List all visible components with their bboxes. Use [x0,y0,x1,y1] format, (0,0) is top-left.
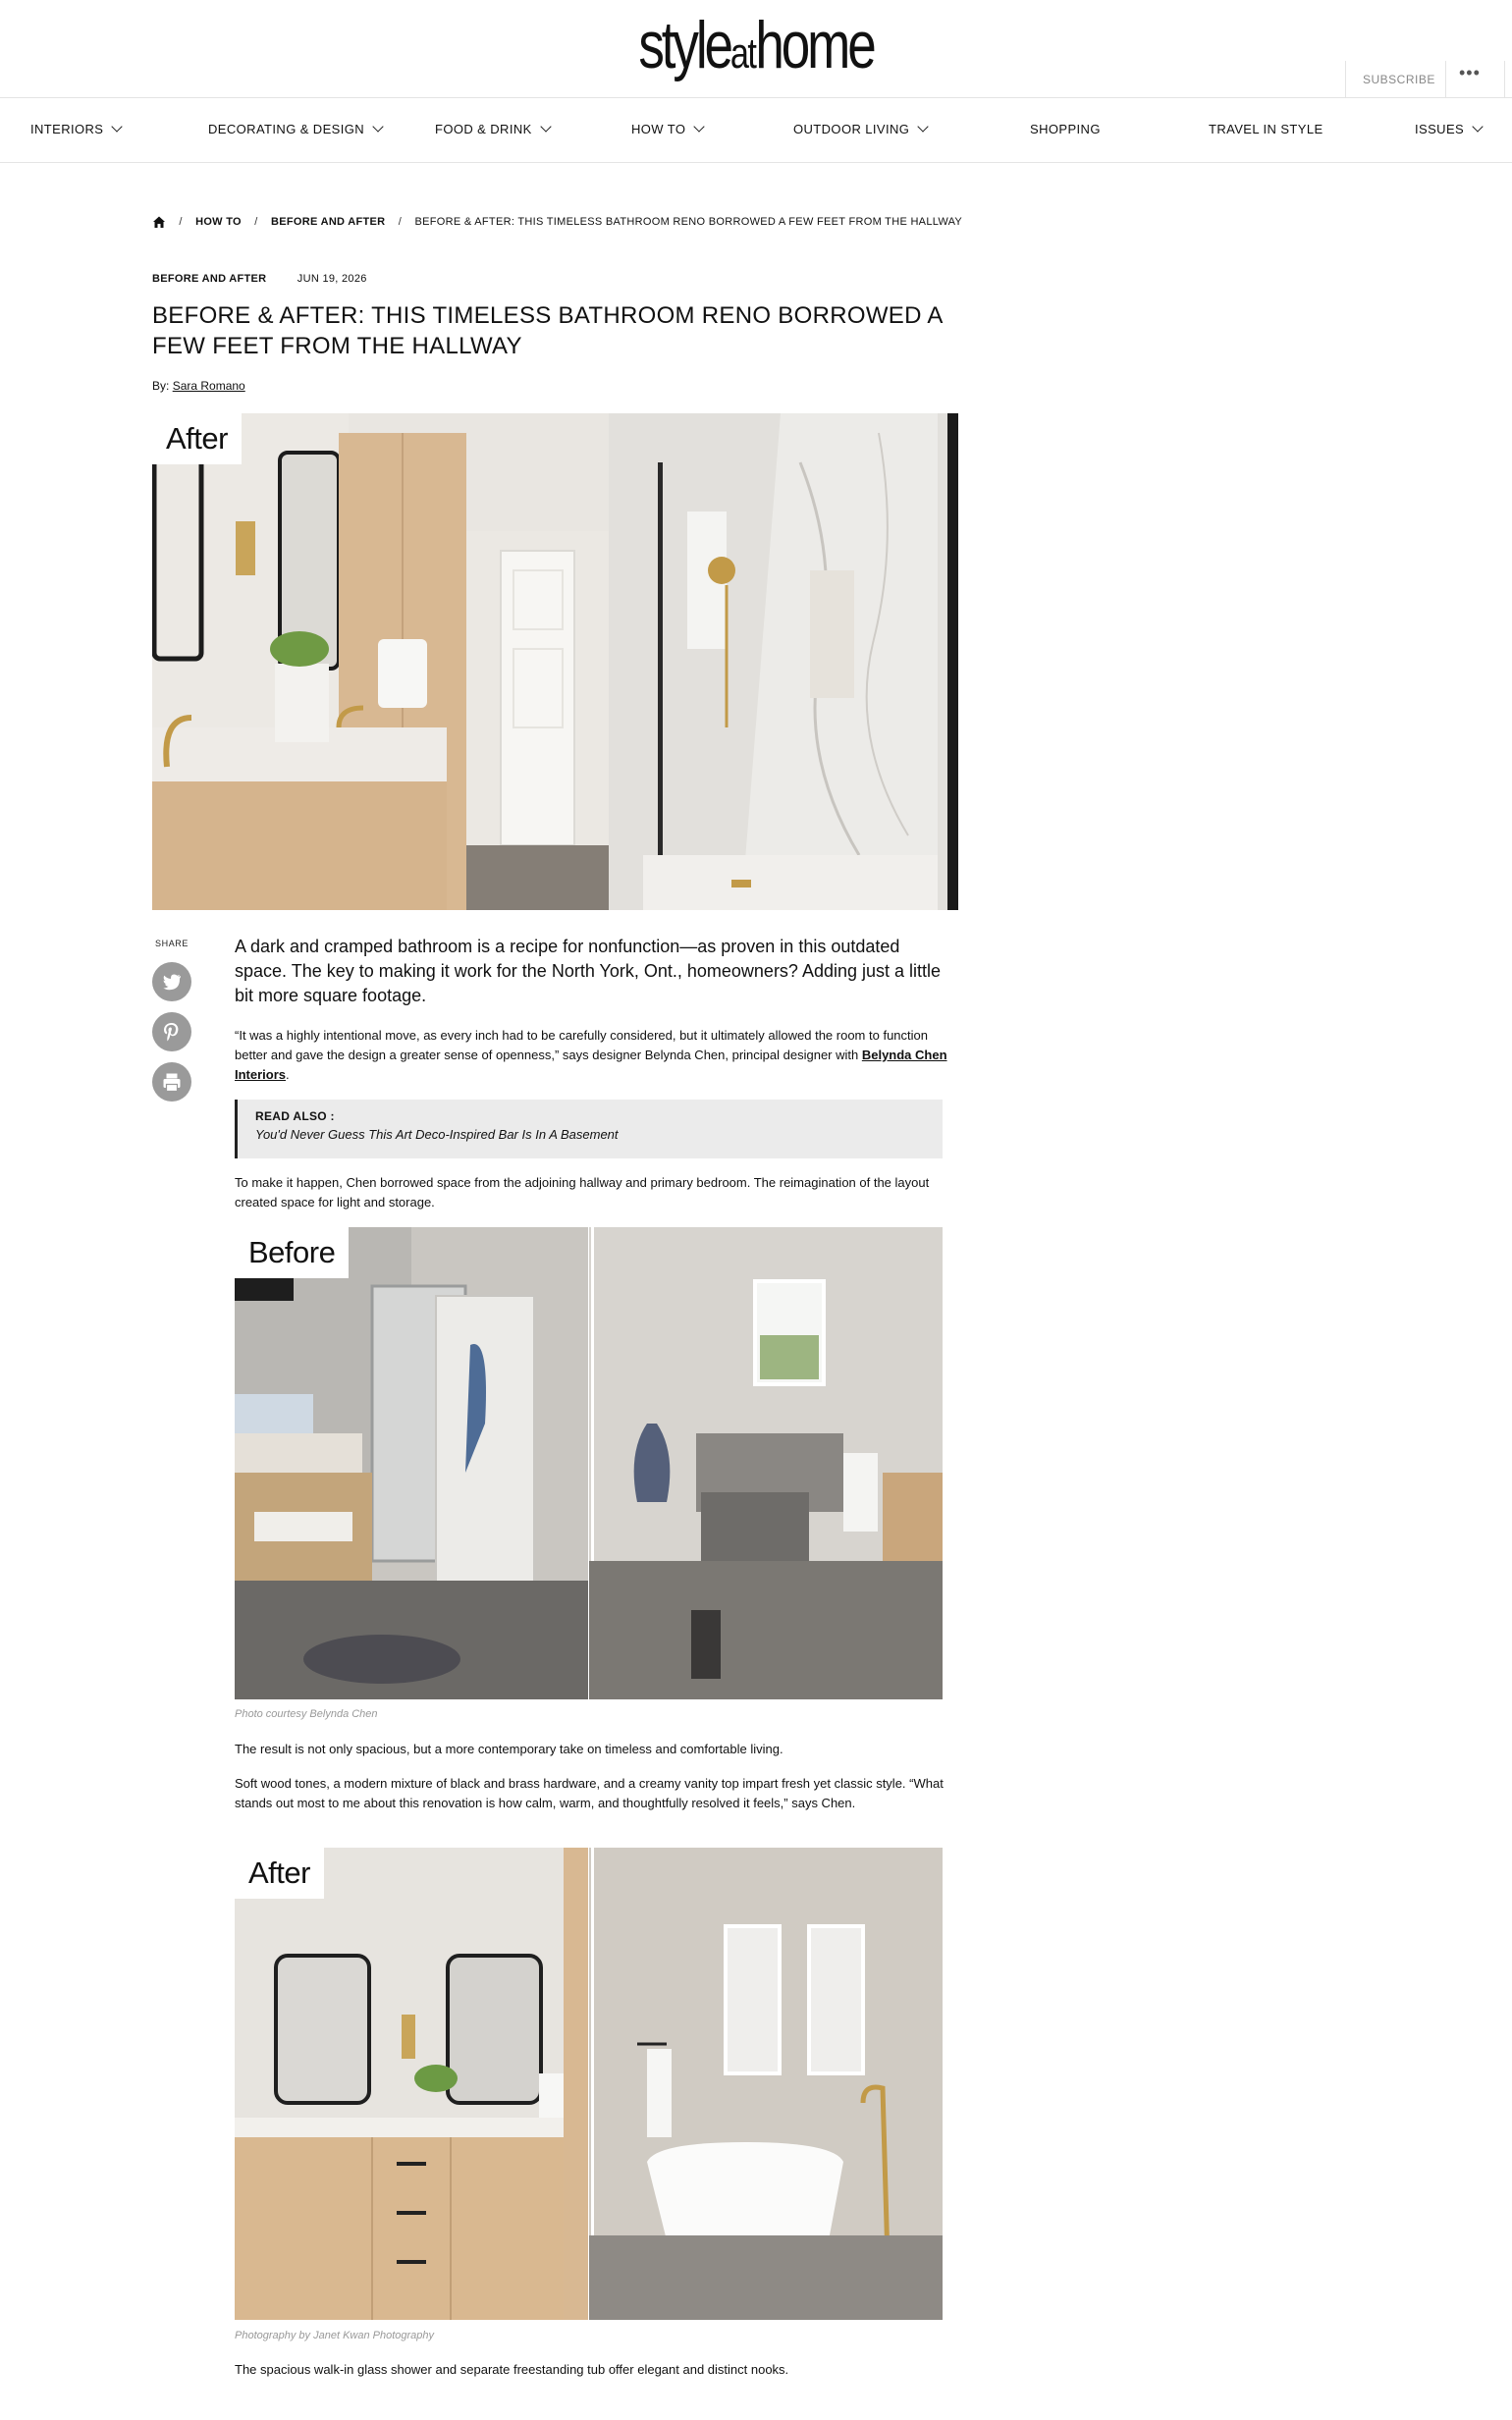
print-icon [152,1062,191,1102]
share-label: SHARE [155,939,189,948]
author-link[interactable]: Sara Romano [172,379,245,393]
more-menu-button[interactable]: ••• [1459,63,1481,82]
header-divider [1345,61,1346,98]
article-paragraph: Soft wood tones, a modern mixture of black and brass hardware, and a creamy vanity top impart fresh yet classic style. “What stands out most to me about this renovation is how calm, warm, and thoughtfully resolved it feels,” says Chen. [235,1776,944,1810]
chevron-down-icon [112,121,123,132]
breadcrumb: / HOW TO / BEFORE AND AFTER / BEFORE & AFTER: THIS TIMELESS BATHROOM RENO BORROWED A FEW FEET FROM THE HALLWAY [152,215,962,229]
photo-caption: Photo courtesy Belynda Chen [235,1708,378,1720]
chevron-down-icon [540,121,551,132]
after-image-pair [235,1848,943,2320]
chevron-down-icon [694,121,705,132]
read-also-box[interactable] [235,1100,943,1158]
article-paragraph: To make it happen, Chen borrowed space from the adjoining hallway and primary bedroom. The reimagination of the layout created space for light and storage. [235,1175,930,1210]
print-button[interactable] [152,1062,191,1102]
photo-tag-after-2: After [235,1848,324,1899]
photo-tag-after: After [152,413,242,464]
masthead [0,0,1512,98]
nav-item-issues[interactable]: ISSUES [1415,122,1482,136]
article-title: BEFORE & AFTER: THIS TIMELESS BATHROOM RENO BORROWED A FEW FEET FROM THE HALLWAY [152,302,943,359]
chevron-down-icon [372,121,383,132]
nav-item-interiors[interactable]: INTERIORS [30,122,121,136]
nav-item-how-to[interactable]: HOW TO [631,122,703,136]
article-lead: A dark and cramped bathroom is a recipe for nonfunction—as proven in this outdated space. The key to making it work for the North York, Ont., homeowners? Adding just a little bit more square footage. [235,937,942,1005]
share-pinterest-button[interactable] [152,1012,191,1051]
photo-caption: Photography by Janet Kwan Photography [235,2330,435,2341]
twitter-icon [152,962,191,1001]
article-date: JUN 19, 2026 [297,273,367,285]
share-twitter-button[interactable] [152,962,191,1001]
byline: By: Sara Romano [152,379,245,393]
breadcrumb-before-and-after[interactable]: BEFORE AND AFTER [270,216,386,228]
bathroom-after-photos [235,1848,943,2320]
breadcrumb-current: BEFORE & AFTER: THIS TIMELESS BATHROOM RENO BORROWED A FEW FEET FROM THE HALLWAY [414,216,963,228]
header-divider [1445,61,1446,98]
pinterest-icon [152,1012,191,1051]
read-also-title[interactable]: You'd Never Guess This Art Deco-Inspired Bar Is In A Basement [255,1127,619,1142]
main-nav [0,98,1512,163]
nav-item-decorating-design[interactable]: DECORATING & DESIGN [208,122,382,136]
article-paragraph: “It was a highly intentional move, as every inch had to be carefully considered, but it ultimately allowed the room to function better and gave the design a greater sense of openness,” says designer Belynda Chen, principal designer with Belynda Chen Interiors. [235,1028,947,1082]
article-meta [152,273,367,285]
belynda-chen-interiors-link[interactable]: Belynda Chen Interiors [235,1048,947,1082]
photo-tag-before: Before [235,1227,349,1278]
subscribe-link[interactable]: SUBSCRIBE [1363,73,1435,86]
hero-image-after [152,413,958,910]
bathroom-before-photos [235,1227,943,1699]
nav-item-travel-in-style[interactable]: TRAVEL IN STYLE [1209,122,1323,136]
nav-item-food-drink[interactable]: FOOD & DRINK [435,122,550,136]
nav-item-outdoor-living[interactable]: OUTDOOR LIVING [793,122,927,136]
breadcrumb-how-to[interactable]: HOW TO [195,216,242,228]
site-logo[interactable]: styleathome [638,8,874,82]
chevron-down-icon [918,121,929,132]
article-category[interactable]: BEFORE AND AFTER [152,273,267,285]
article-paragraph: The result is not only spacious, but a more contemporary take on timeless and comfortable living. [235,1742,783,1756]
article-paragraph: The spacious walk-in glass shower and separate freestanding tub offer elegant and distinct nooks. [235,2362,789,2377]
nav-item-shopping[interactable]: SHOPPING [1030,122,1101,136]
read-also-label: READ ALSO : [255,1109,335,1123]
chevron-down-icon [1472,121,1483,132]
header-divider [1504,61,1505,98]
home-icon[interactable] [152,215,166,229]
bathroom-after-photo [152,413,958,910]
before-image-pair [235,1227,943,1699]
